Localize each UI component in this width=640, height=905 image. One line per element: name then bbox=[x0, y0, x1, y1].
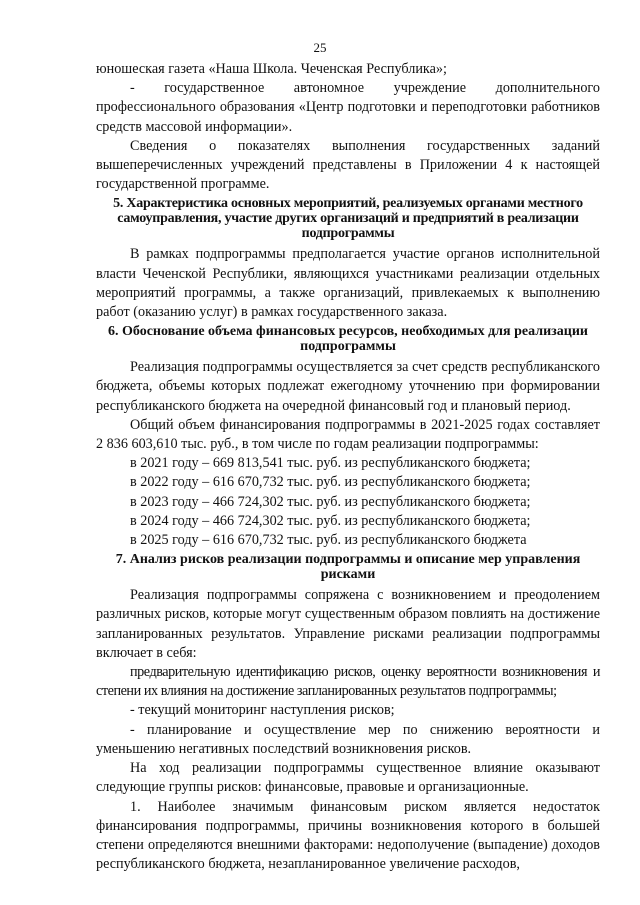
paragraph: Реализация подпрограммы сопряжена с возникновением и преодолением различных рисков, которые могут существенным образом повлиять на достижение запланированных результатов. Управление рисками реализации подпрограммы включает в себя: bbox=[96, 587, 600, 661]
paragraph: На ход реализации подпрограммы существенное влияние оказывают следующие группы рисков: финансовые, правовые и организационные. bbox=[96, 760, 600, 796]
paragraph: - государственное автономное учреждение дополнительного профессионального образования «Центр подготовки и переподготовки работников средств массовой информации». bbox=[96, 80, 600, 135]
paragraph: В рамках подпрограммы предполагается участие органов исполнительной власти Чеченской Республики, являющихся участниками реализации отдельных мероприятий программы, а также организаций, привлекаемых к выполнению работ (оказанию услуг) в рамках государственного заказа. bbox=[96, 246, 600, 321]
funding-line-2025: в 2025 году – 616 670,732 тыс. руб. из республиканского бюджета bbox=[130, 532, 527, 549]
paragraph: Общий объем финансирования подпрограммы в 2021-2025 годах составляет 2 836 603,610 тыс. руб., в том числе по годам реализации подпрограммы: bbox=[96, 416, 600, 453]
section-heading-5: 5. Характеристика основных мероприятий, реализуемых органами местного самоуправления, участие других организаций и предприятий в реализации подпрограммы bbox=[113, 196, 583, 242]
funding-line-2024: в 2024 году – 466 724,302 тыс. руб. из республиканского бюджета; bbox=[130, 512, 531, 529]
paragraph: - планирование и осуществление мер по снижению вероятности и уменьшению негативных последствий возникновения рисков. bbox=[96, 721, 600, 757]
paragraph: Сведения о показателях выполнения государственных заданий вышеперечисленных учреждений представлены в Приложении 4 к настоящей государственной программе. bbox=[96, 137, 600, 193]
section-heading-7: 7. Анализ рисков реализации подпрограммы и описание мер управления рисками bbox=[115, 552, 581, 583]
paragraph: предварительную идентификацию рисков, оценку вероятности возникновения и степени их влияния на достижение запланированных результатов подпрограммы; bbox=[96, 664, 600, 700]
section-heading-6: 6. Обоснование объема финансовых ресурсов, необходимых для реализации подпрограммы bbox=[108, 324, 588, 355]
page-content bbox=[96, 60, 600, 874]
paragraph: - текущий мониторинг наступления рисков; bbox=[130, 702, 395, 719]
funding-line-2022: в 2022 году – 616 670,732 тыс. руб. из республиканского бюджета; bbox=[130, 474, 531, 491]
funding-line-2021: в 2021 году – 669 813,541 тыс. руб. из республиканского бюджета; bbox=[130, 455, 531, 472]
paragraph: юношеская газета «Наша Школа. Чеченская Республика»; bbox=[96, 61, 447, 77]
page-number: 25 bbox=[313, 40, 327, 55]
funding-line-2023: в 2023 году – 466 724,302 тыс. руб. из республиканского бюджета; bbox=[130, 493, 531, 510]
paragraph: 1. Наиболее значимым финансовым риском является недостаток финансирования подпрограммы, причины возникновения которого в большей степени определяются внешними факторами: недополучение (выпадение) доходов республиканского бюджета, незапланированное увеличение расходов, bbox=[96, 798, 600, 873]
paragraph: Реализация подпрограммы осуществляется за счет средств республиканского бюджета, объемы которых подлежат ежегодному уточнению при формировании республиканского бюджета на очередной финансовый год и плановый период. bbox=[96, 359, 600, 414]
